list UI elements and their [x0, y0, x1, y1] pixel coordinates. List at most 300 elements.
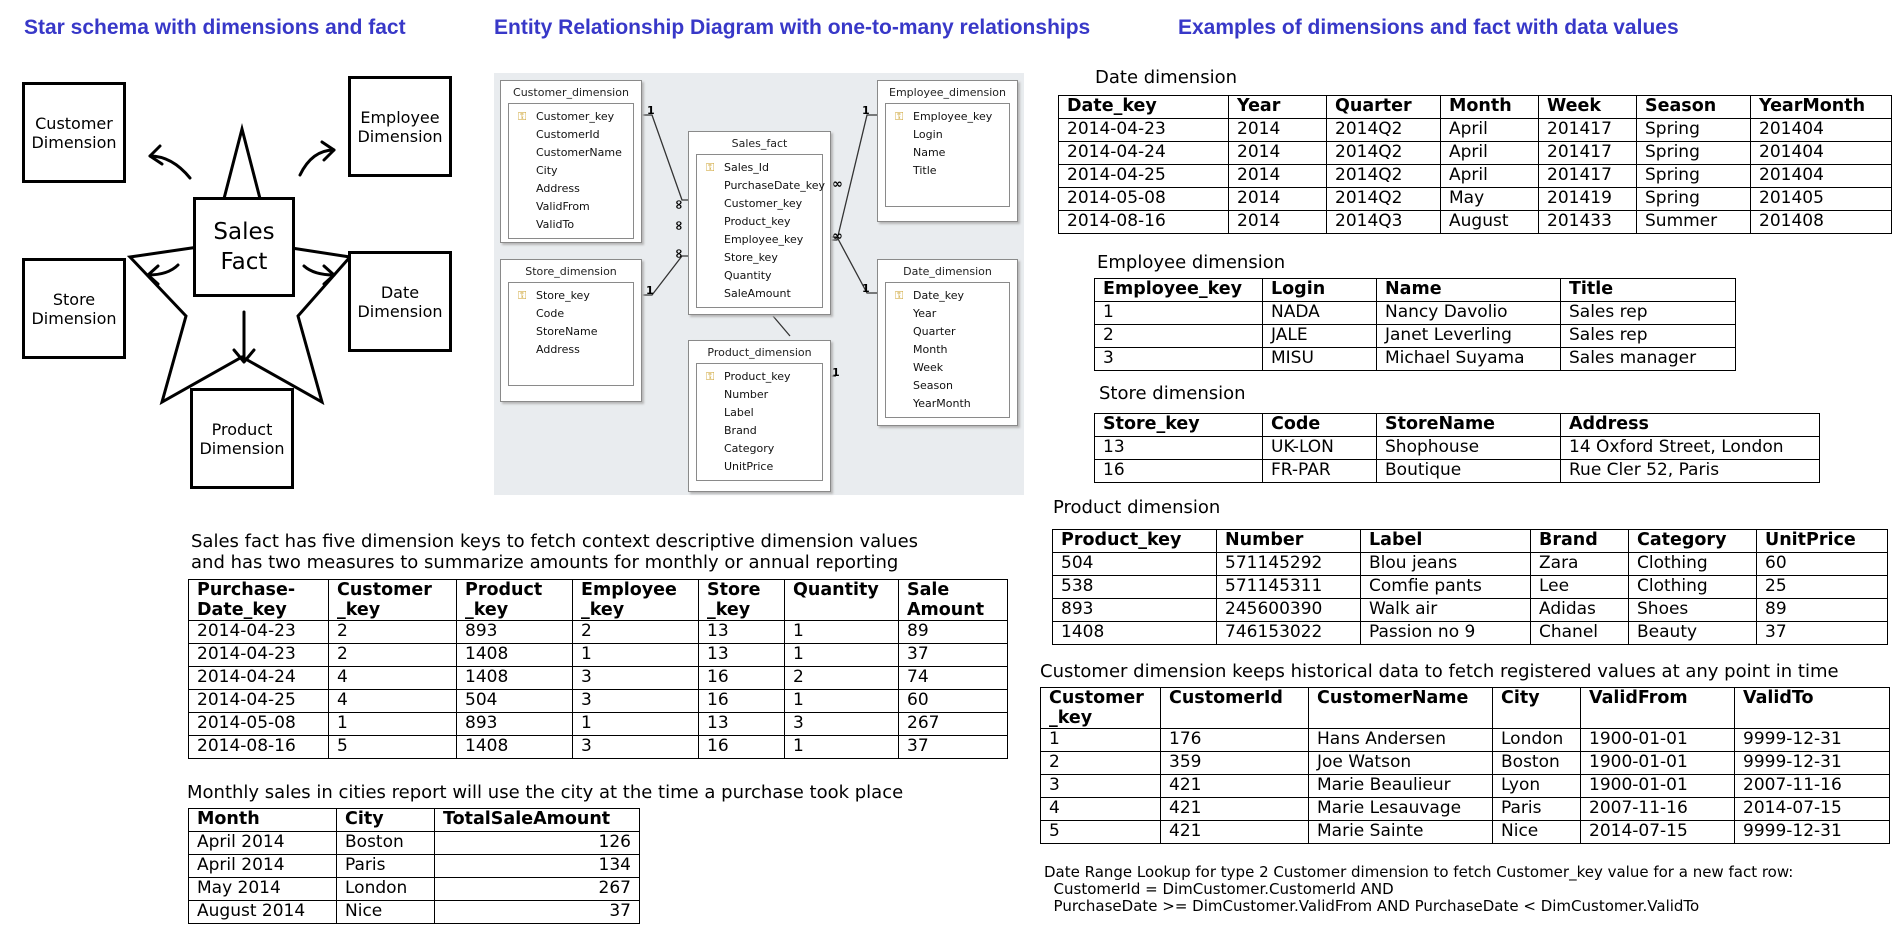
table-cell: Chanel	[1531, 622, 1629, 645]
table-cell: 2	[785, 667, 899, 690]
table-cell: 89	[1757, 599, 1888, 622]
table-cell: Shoes	[1629, 599, 1757, 622]
entity-field: Category	[724, 442, 775, 455]
table-cell: 37	[435, 901, 640, 924]
entity-product-dimension[interactable]	[688, 340, 831, 492]
table-header-row	[1053, 530, 1888, 553]
table-row	[1059, 211, 1892, 234]
table-cell: 2014	[1229, 119, 1327, 142]
table-cell: 2014-08-16	[189, 736, 329, 759]
heading-star-schema: Star schema with dimensions and fact	[24, 16, 406, 39]
employee-dimension-table	[1094, 278, 1736, 371]
entity-field: Label	[724, 406, 754, 419]
table-cell: 201408	[1751, 211, 1892, 234]
table-cell: 1	[573, 713, 699, 736]
entity-field: StoreName	[536, 325, 598, 338]
employee-dimension-box: Employee Dimension	[348, 76, 452, 177]
product-dimension-box: Product Dimension	[190, 388, 294, 489]
key-icon: ⚿	[706, 161, 715, 174]
table-cell: 2014-07-15	[1581, 821, 1735, 844]
table-cell: London	[337, 878, 435, 901]
table-cell: 4	[329, 690, 457, 713]
table-cell: Clothing	[1629, 576, 1757, 599]
store-dimension-table	[1094, 413, 1820, 483]
table-header-row	[189, 809, 640, 832]
table-cell: 1900-01-01	[1581, 775, 1735, 798]
table-row	[1059, 142, 1892, 165]
entity-sales-fact[interactable]	[688, 131, 831, 315]
table-cell: MISU	[1263, 348, 1377, 371]
customer-dimension-caption: Customer dimension keeps historical data to fetch registered values at any point in time	[1040, 661, 1839, 682]
column-header: Purchase- Date_key	[189, 580, 329, 621]
table-cell: 126	[435, 832, 640, 855]
table-cell: 9999-12-31	[1735, 729, 1890, 752]
table-cell: 25	[1757, 576, 1888, 599]
table-cell: 571145311	[1217, 576, 1361, 599]
table-cell: Nancy Davolio	[1377, 302, 1561, 325]
table-cell: Rue Cler 52, Paris	[1561, 460, 1820, 483]
table-cell: 421	[1161, 821, 1309, 844]
table-row	[189, 667, 1008, 690]
column-header: Name	[1377, 279, 1561, 302]
entity-field: Year	[913, 307, 937, 320]
table-cell: 1	[785, 644, 899, 667]
entity-field: Code	[536, 307, 565, 320]
table-cell: 3	[785, 713, 899, 736]
table-cell: 1	[573, 644, 699, 667]
lookup-note-line3: PurchaseDate >= DimCustomer.ValidFrom AND PurchaseDate < DimCustomer.ValidTo	[1044, 897, 1700, 915]
entity-field: Product_key	[724, 215, 791, 228]
table-row	[1095, 302, 1736, 325]
rel-many-store: ∞	[670, 248, 686, 259]
table-cell: 134	[435, 855, 640, 878]
column-header: Title	[1561, 279, 1736, 302]
product-dimension-caption: Product dimension	[1053, 497, 1221, 518]
entity-date-dimension[interactable]	[877, 259, 1018, 426]
table-cell: Marie Beaulieur	[1309, 775, 1493, 798]
column-header: Month	[1441, 96, 1539, 119]
table-cell: Clothing	[1629, 553, 1757, 576]
entity-title: Store_dimension	[525, 265, 617, 278]
sales-fact-caption: Sales fact has five dimension keys to fetch context descriptive dimension values and has two measures to summarize amounts for monthly or annual reporting	[191, 531, 919, 573]
column-header: CustomerId	[1161, 688, 1309, 729]
table-cell: 1408	[457, 644, 573, 667]
entity-title: Sales_fact	[731, 137, 788, 150]
column-header: Customer _key	[329, 580, 457, 621]
column-header: Year	[1229, 96, 1327, 119]
entity-field: Address	[536, 182, 580, 195]
table-row	[1041, 752, 1890, 775]
table-cell: 201417	[1539, 119, 1637, 142]
table-row	[1041, 775, 1890, 798]
table-cell: 421	[1161, 775, 1309, 798]
key-icon: ⚿	[895, 110, 904, 123]
table-cell: 13	[699, 621, 785, 644]
entity-field: Customer_key	[724, 197, 803, 210]
table-cell: 2	[1095, 325, 1263, 348]
table-cell: 3	[573, 690, 699, 713]
table-row	[189, 713, 1008, 736]
table-cell: 893	[457, 713, 573, 736]
table-cell: Sales manager	[1561, 348, 1736, 371]
table-cell: 1408	[457, 667, 573, 690]
column-header: Store_key	[1095, 414, 1263, 437]
table-cell: Joe Watson	[1309, 752, 1493, 775]
rel-one-employee: 1	[862, 104, 870, 117]
table-cell: 2014-05-08	[1059, 188, 1229, 211]
entity-title: Product_dimension	[707, 346, 812, 359]
table-cell: 16	[699, 667, 785, 690]
column-header: UnitPrice	[1757, 530, 1888, 553]
table-row	[1095, 460, 1820, 483]
table-cell: 74	[899, 667, 1008, 690]
column-header: Login	[1263, 279, 1377, 302]
column-header: Store _key	[699, 580, 785, 621]
date-dimension-table	[1058, 95, 1892, 234]
table-cell: Sales rep	[1561, 325, 1736, 348]
key-icon: ⚿	[518, 289, 527, 302]
table-cell: Spring	[1637, 142, 1751, 165]
table-cell: 538	[1053, 576, 1217, 599]
table-row	[189, 901, 640, 924]
table-cell: 421	[1161, 798, 1309, 821]
date-dimension-caption: Date dimension	[1095, 67, 1237, 88]
table-cell: 176	[1161, 729, 1309, 752]
table-cell: 2014-04-24	[189, 667, 329, 690]
table-cell: Marie Lesauvage	[1309, 798, 1493, 821]
table-cell: 2	[573, 621, 699, 644]
entity-title: Date_dimension	[903, 265, 992, 278]
column-header: City	[1493, 688, 1581, 729]
table-row	[189, 621, 1008, 644]
table-cell: April	[1441, 142, 1539, 165]
column-header: Sale Amount	[899, 580, 1008, 621]
table-row	[1041, 729, 1890, 752]
sales-fact-table	[188, 579, 1008, 759]
table-cell: Boston	[337, 832, 435, 855]
table-cell: 1	[329, 713, 457, 736]
column-header: ValidFrom	[1581, 688, 1735, 729]
table-cell: May	[1441, 188, 1539, 211]
entity-field: Login	[913, 128, 943, 141]
table-cell: Marie Sainte	[1309, 821, 1493, 844]
table-cell: 504	[1053, 553, 1217, 576]
table-cell: 5	[329, 736, 457, 759]
column-header: Quantity	[785, 580, 899, 621]
entity-field: Name	[913, 146, 946, 159]
table-cell: 13	[699, 644, 785, 667]
table-cell: 3	[573, 667, 699, 690]
monthly-report-table	[188, 808, 640, 924]
entity-field: SaleAmount	[724, 287, 791, 300]
table-cell: 16	[699, 736, 785, 759]
table-cell: 201404	[1751, 142, 1892, 165]
entity-field: Address	[536, 343, 580, 356]
table-row	[1095, 437, 1820, 460]
table-cell: FR-PAR	[1263, 460, 1377, 483]
table-row	[189, 690, 1008, 713]
table-cell: 2	[329, 621, 457, 644]
table-cell: 2014Q2	[1327, 142, 1441, 165]
table-cell: 37	[899, 644, 1008, 667]
table-cell: August	[1441, 211, 1539, 234]
entity-store-dimension[interactable]	[500, 259, 642, 402]
entity-field: Employee_key	[724, 233, 804, 246]
column-header: Product_key	[1053, 530, 1217, 553]
column-header: Brand	[1531, 530, 1629, 553]
entity-field: Week	[913, 361, 944, 374]
table-cell: 2014	[1229, 165, 1327, 188]
table-cell: 201419	[1539, 188, 1637, 211]
table-cell: 893	[457, 621, 573, 644]
table-cell: Lee	[1531, 576, 1629, 599]
heading-erd: Entity Relationship Diagram with one-to-many relationships	[494, 16, 1091, 39]
table-cell: 893	[1053, 599, 1217, 622]
table-cell: 2014-04-23	[189, 621, 329, 644]
table-cell: 2014-04-24	[1059, 142, 1229, 165]
table-cell: Spring	[1637, 119, 1751, 142]
rel-many-employee: ∞	[832, 229, 843, 244]
table-cell: 13	[1095, 437, 1263, 460]
table-cell: JALE	[1263, 325, 1377, 348]
entity-field: Brand	[724, 424, 757, 437]
table-cell: 4	[329, 667, 457, 690]
table-row	[189, 878, 640, 901]
table-cell: 2014-04-23	[189, 644, 329, 667]
entity-customer-dimension[interactable]	[500, 80, 642, 243]
employee-dimension-caption: Employee dimension	[1097, 252, 1286, 273]
table-cell: 2014Q2	[1327, 119, 1441, 142]
table-cell: 4	[1041, 798, 1161, 821]
column-header: Category	[1629, 530, 1757, 553]
table-cell: Shophouse	[1377, 437, 1561, 460]
table-cell: Zara	[1531, 553, 1629, 576]
column-header: City	[337, 809, 435, 832]
table-cell: 201404	[1751, 165, 1892, 188]
table-header-row	[1095, 279, 1736, 302]
rel-one-date: 1	[862, 282, 870, 295]
entity-field: Month	[913, 343, 948, 356]
monthly-report-caption: Monthly sales in cities report will use the city at the time a purchase took place	[187, 782, 904, 803]
table-cell: Walk air	[1361, 599, 1531, 622]
table-cell: Summer	[1637, 211, 1751, 234]
entity-field: ValidFrom	[536, 200, 590, 213]
column-header: YearMonth	[1751, 96, 1892, 119]
table-cell: 1408	[1053, 622, 1217, 645]
entity-key-field: Customer_key	[536, 110, 615, 123]
entity-key-field: Product_key	[724, 370, 791, 383]
table-row	[1059, 188, 1892, 211]
table-row	[1053, 576, 1888, 599]
table-row	[1053, 622, 1888, 645]
column-header: StoreName	[1377, 414, 1561, 437]
table-row	[1059, 165, 1892, 188]
table-row	[189, 736, 1008, 759]
customer-dimension-box: Customer Dimension	[22, 82, 126, 183]
table-header-row	[1095, 414, 1820, 437]
table-cell: Spring	[1637, 165, 1751, 188]
column-header: Month	[189, 809, 337, 832]
rel-many-customer-2: ∞	[670, 220, 686, 231]
table-cell: April 2014	[189, 832, 337, 855]
table-row	[1041, 821, 1890, 844]
table-cell: 5	[1041, 821, 1161, 844]
table-cell: 37	[899, 736, 1008, 759]
heading-examples: Examples of dimensions and fact with data values	[1178, 16, 1679, 39]
table-cell: 3	[573, 736, 699, 759]
table-cell: 1	[785, 736, 899, 759]
table-cell: Blou jeans	[1361, 553, 1531, 576]
entity-key-field: Sales_Id	[724, 161, 770, 174]
entity-employee-dimension[interactable]	[877, 80, 1018, 222]
table-cell: 2014Q3	[1327, 211, 1441, 234]
table-row	[189, 855, 640, 878]
table-cell: 201417	[1539, 165, 1637, 188]
entity-field: City	[536, 164, 558, 177]
rel-one-customer: 1	[647, 104, 655, 117]
column-header: Employee_key	[1095, 279, 1263, 302]
table-cell: 2007-11-16	[1581, 798, 1735, 821]
table-cell: Boutique	[1377, 460, 1561, 483]
table-cell: Nice	[337, 901, 435, 924]
table-cell: Hans Andersen	[1309, 729, 1493, 752]
table-cell: 267	[435, 878, 640, 901]
entity-title: Employee_dimension	[889, 86, 1006, 99]
rel-many-customer: ∞	[670, 199, 686, 210]
table-cell: 2014Q2	[1327, 165, 1441, 188]
entity-field: Quarter	[913, 325, 956, 338]
table-cell: 2014-04-23	[1059, 119, 1229, 142]
key-icon: ⚿	[518, 110, 527, 123]
table-cell: Beauty	[1629, 622, 1757, 645]
rel-many-date: ∞	[832, 177, 843, 192]
table-cell: 245600390	[1217, 599, 1361, 622]
table-cell: 60	[1757, 553, 1888, 576]
table-cell: 2014Q2	[1327, 188, 1441, 211]
product-dimension-table	[1052, 529, 1888, 645]
column-header: Code	[1263, 414, 1377, 437]
table-cell: 14 Oxford Street, London	[1561, 437, 1820, 460]
table-cell: 16	[699, 690, 785, 713]
table-cell: April 2014	[189, 855, 337, 878]
table-cell: 201405	[1751, 188, 1892, 211]
table-row	[1095, 325, 1736, 348]
table-cell: Janet Leverling	[1377, 325, 1561, 348]
table-cell: 359	[1161, 752, 1309, 775]
table-cell: April	[1441, 165, 1539, 188]
lookup-note-line1: Date Range Lookup for type 2 Customer dimension to fetch Customer_key value for a new fact row:	[1044, 863, 1794, 881]
table-cell: 1	[785, 621, 899, 644]
column-header: Product _key	[457, 580, 573, 621]
entity-field: UnitPrice	[724, 460, 774, 473]
table-cell: 267	[899, 713, 1008, 736]
entity-field: Number	[724, 388, 769, 401]
table-cell: Adidas	[1531, 599, 1629, 622]
table-cell: Nice	[1493, 821, 1581, 844]
table-cell: Spring	[1637, 188, 1751, 211]
table-cell: 9999-12-31	[1735, 821, 1890, 844]
column-header: TotalSaleAmount	[435, 809, 640, 832]
table-cell: Michael Suyama	[1377, 348, 1561, 371]
column-header: Number	[1217, 530, 1361, 553]
table-cell: 2014-04-25	[189, 690, 329, 713]
table-cell: 1900-01-01	[1581, 752, 1735, 775]
table-cell: 2007-11-16	[1735, 775, 1890, 798]
table-cell: 201417	[1539, 142, 1637, 165]
table-header-row	[1041, 688, 1890, 729]
entity-key-field: Store_key	[536, 289, 590, 302]
column-header: Season	[1637, 96, 1751, 119]
table-row	[1095, 348, 1736, 371]
sales-fact-box: Sales Fact	[193, 197, 295, 297]
column-header: Address	[1561, 414, 1820, 437]
table-cell: 1900-01-01	[1581, 729, 1735, 752]
table-cell: Passion no 9	[1361, 622, 1531, 645]
table-row	[1041, 798, 1890, 821]
table-cell: 2014-05-08	[189, 713, 329, 736]
table-cell: 2014	[1229, 211, 1327, 234]
entity-key-field: Employee_key	[913, 110, 993, 123]
rel-one-store: 1	[646, 284, 654, 297]
customer-dimension-table	[1040, 687, 1890, 844]
column-header: Week	[1539, 96, 1637, 119]
column-header: Label	[1361, 530, 1531, 553]
table-row	[1053, 599, 1888, 622]
entity-field: Season	[913, 379, 953, 392]
table-row	[189, 644, 1008, 667]
table-cell: 2	[329, 644, 457, 667]
date-dimension-box: Date Dimension	[348, 251, 452, 352]
entity-field: YearMonth	[913, 397, 971, 410]
table-cell: 1	[1041, 729, 1161, 752]
table-cell: 2014-07-15	[1735, 798, 1890, 821]
entity-field: PurchaseDate_key	[724, 179, 825, 192]
table-header-row	[1059, 96, 1892, 119]
table-row	[1059, 119, 1892, 142]
table-cell: 60	[899, 690, 1008, 713]
table-cell: August 2014	[189, 901, 337, 924]
entity-title: Customer_dimension	[513, 86, 629, 99]
table-cell: Lyon	[1493, 775, 1581, 798]
entity-field: Store_key	[724, 251, 778, 264]
table-cell: 37	[1757, 622, 1888, 645]
entity-field: CustomerName	[536, 146, 622, 159]
table-cell: 2	[1041, 752, 1161, 775]
table-cell: 2014-08-16	[1059, 211, 1229, 234]
table-cell: NADA	[1263, 302, 1377, 325]
table-cell: 3	[1095, 348, 1263, 371]
table-cell: 201433	[1539, 211, 1637, 234]
table-cell: Sales rep	[1561, 302, 1736, 325]
table-cell: 1408	[457, 736, 573, 759]
table-cell: Boston	[1493, 752, 1581, 775]
table-cell: Paris	[1493, 798, 1581, 821]
table-cell: London	[1493, 729, 1581, 752]
table-cell: May 2014	[189, 878, 337, 901]
entity-field: Title	[913, 164, 937, 177]
entity-field: CustomerId	[536, 128, 600, 141]
table-cell: 2014	[1229, 142, 1327, 165]
table-cell: 201404	[1751, 119, 1892, 142]
key-icon: ⚿	[895, 289, 904, 302]
lookup-note-line2: CustomerId = DimCustomer.CustomerId AND	[1044, 880, 1394, 898]
column-header: ValidTo	[1735, 688, 1890, 729]
column-header: Quarter	[1327, 96, 1441, 119]
table-cell: 746153022	[1217, 622, 1361, 645]
store-dimension-box: Store Dimension	[22, 258, 126, 359]
table-cell: Paris	[337, 855, 435, 878]
key-icon: ⚿	[706, 370, 715, 383]
